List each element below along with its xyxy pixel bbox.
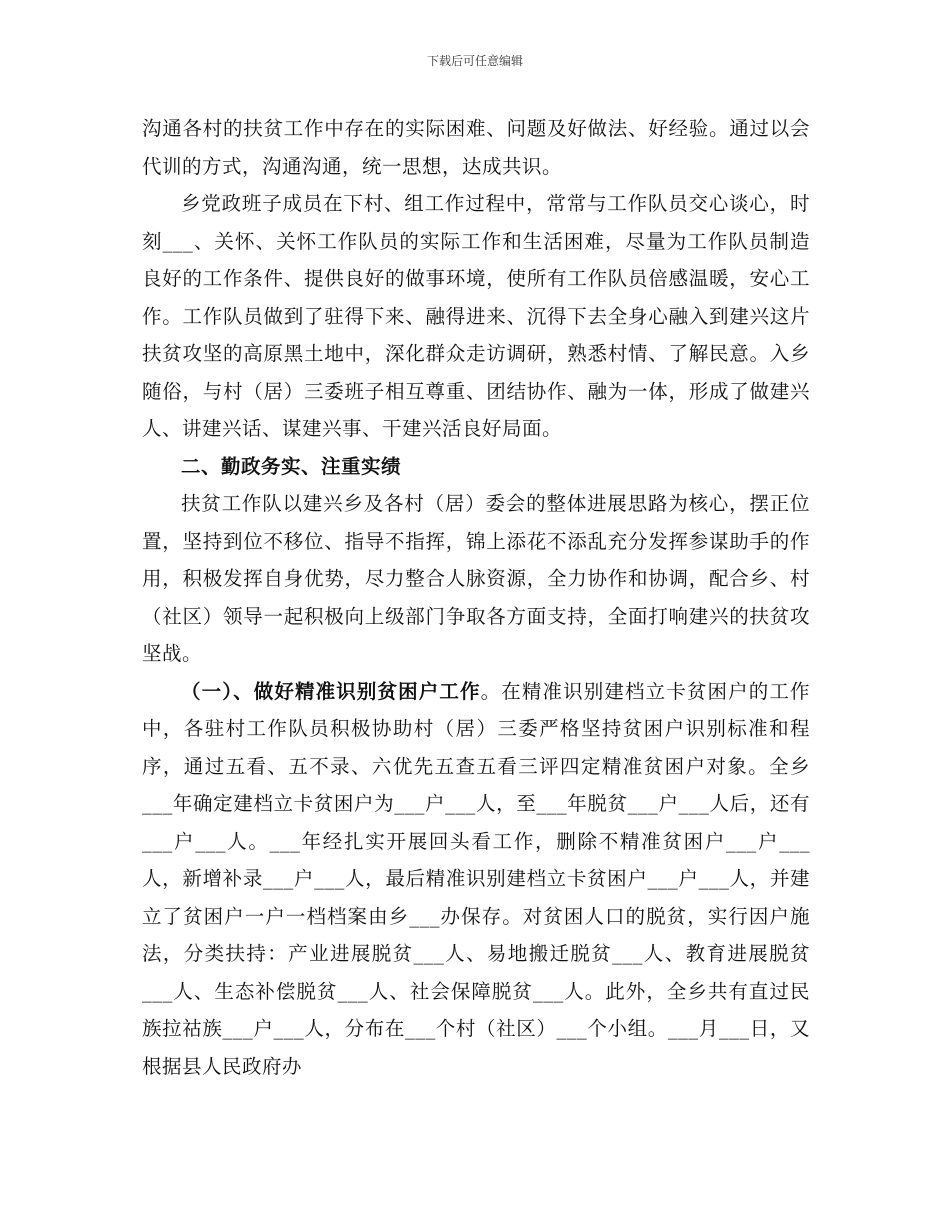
paragraph-4 [142, 673, 810, 1086]
document-body [142, 110, 810, 1085]
page-header: 下载后可任意编辑 [426, 54, 523, 68]
paragraph-1: 沟通各村的扶贫工作中存在的实际困难、问题及好做法、好经验。通过以会代训的方式，沟通沟通，统一思想，达成共识。 [142, 117, 810, 178]
paragraph-2: 乡党政班子成员在下村、组工作过程中，常常与工作队员交心谈心，时刻___、关怀、关怀工作队员的实际工作和生活困难，尽量为工作队员制造良好的工作条件、提供良好的做事环境，使所有工作队员倍感温暖，安心工作。工作队员做到了驻得下来、融得进来、沉得下去全身心融入到建兴这片扶贫攻坚的高原黑土地中，深化群众走访调研，熟悉村情、了解民意。入乡随俗，与村（居）三委班子相互尊重、团结协作、融为一体，形成了做建兴人、讲建兴话、谋建兴事、干建兴活良好局面。 [142, 192, 810, 440]
section-heading-2: 二、勤政务实、注重实绩 [181, 454, 402, 478]
subsection-heading-1: （一）、做好精准识别贫困户工作 [181, 679, 481, 703]
paragraph-3: 扶贫工作队以建兴乡及各村（居）委会的整体进展思路为核心，摆正位置，坚持到位不移位、指导不指挥，锦上添花不添乱充分发挥参谋助手的作用，积极发挥自身优势，尽力整合人脉资源，全力协作和协调，配合乡、村（社区）领导一起积极向上级部门争取各方面支持，全面打响建兴的扶贫攻坚战。 [142, 492, 810, 665]
paragraph-4-text: 。在精准识别建档立卡贫困户的工作中，各驻村工作队员积极协助村（居）三委严格坚持贫困户识别标准和程序，通过五看、五不录、六优先五查五看三评四定精准贫困户对象。全乡___年确定建档立卡贫困户为___户___人，至___年脱贫___户___人后，还有___户___人。___年经扎实开展回头看工作，删除不精准贫困户___户___人，新增补录___户___人，最后精准识别建档立卡贫困户___户___人，并建立了贫困户一户一档档案由乡___办保存。对贫困人口的脱贫，实行因户施法，分类扶持：产业进展脱贫___人、易地搬迁脱贫___人、教育进展脱贫___人、生态补偿脱贫___人、社会保障脱贫___人。此外，全乡共有直过民族拉祜族___户___人，分布在___个村（社区）___个小组。___月___日，又根据县人民政府办 [142, 679, 810, 1078]
